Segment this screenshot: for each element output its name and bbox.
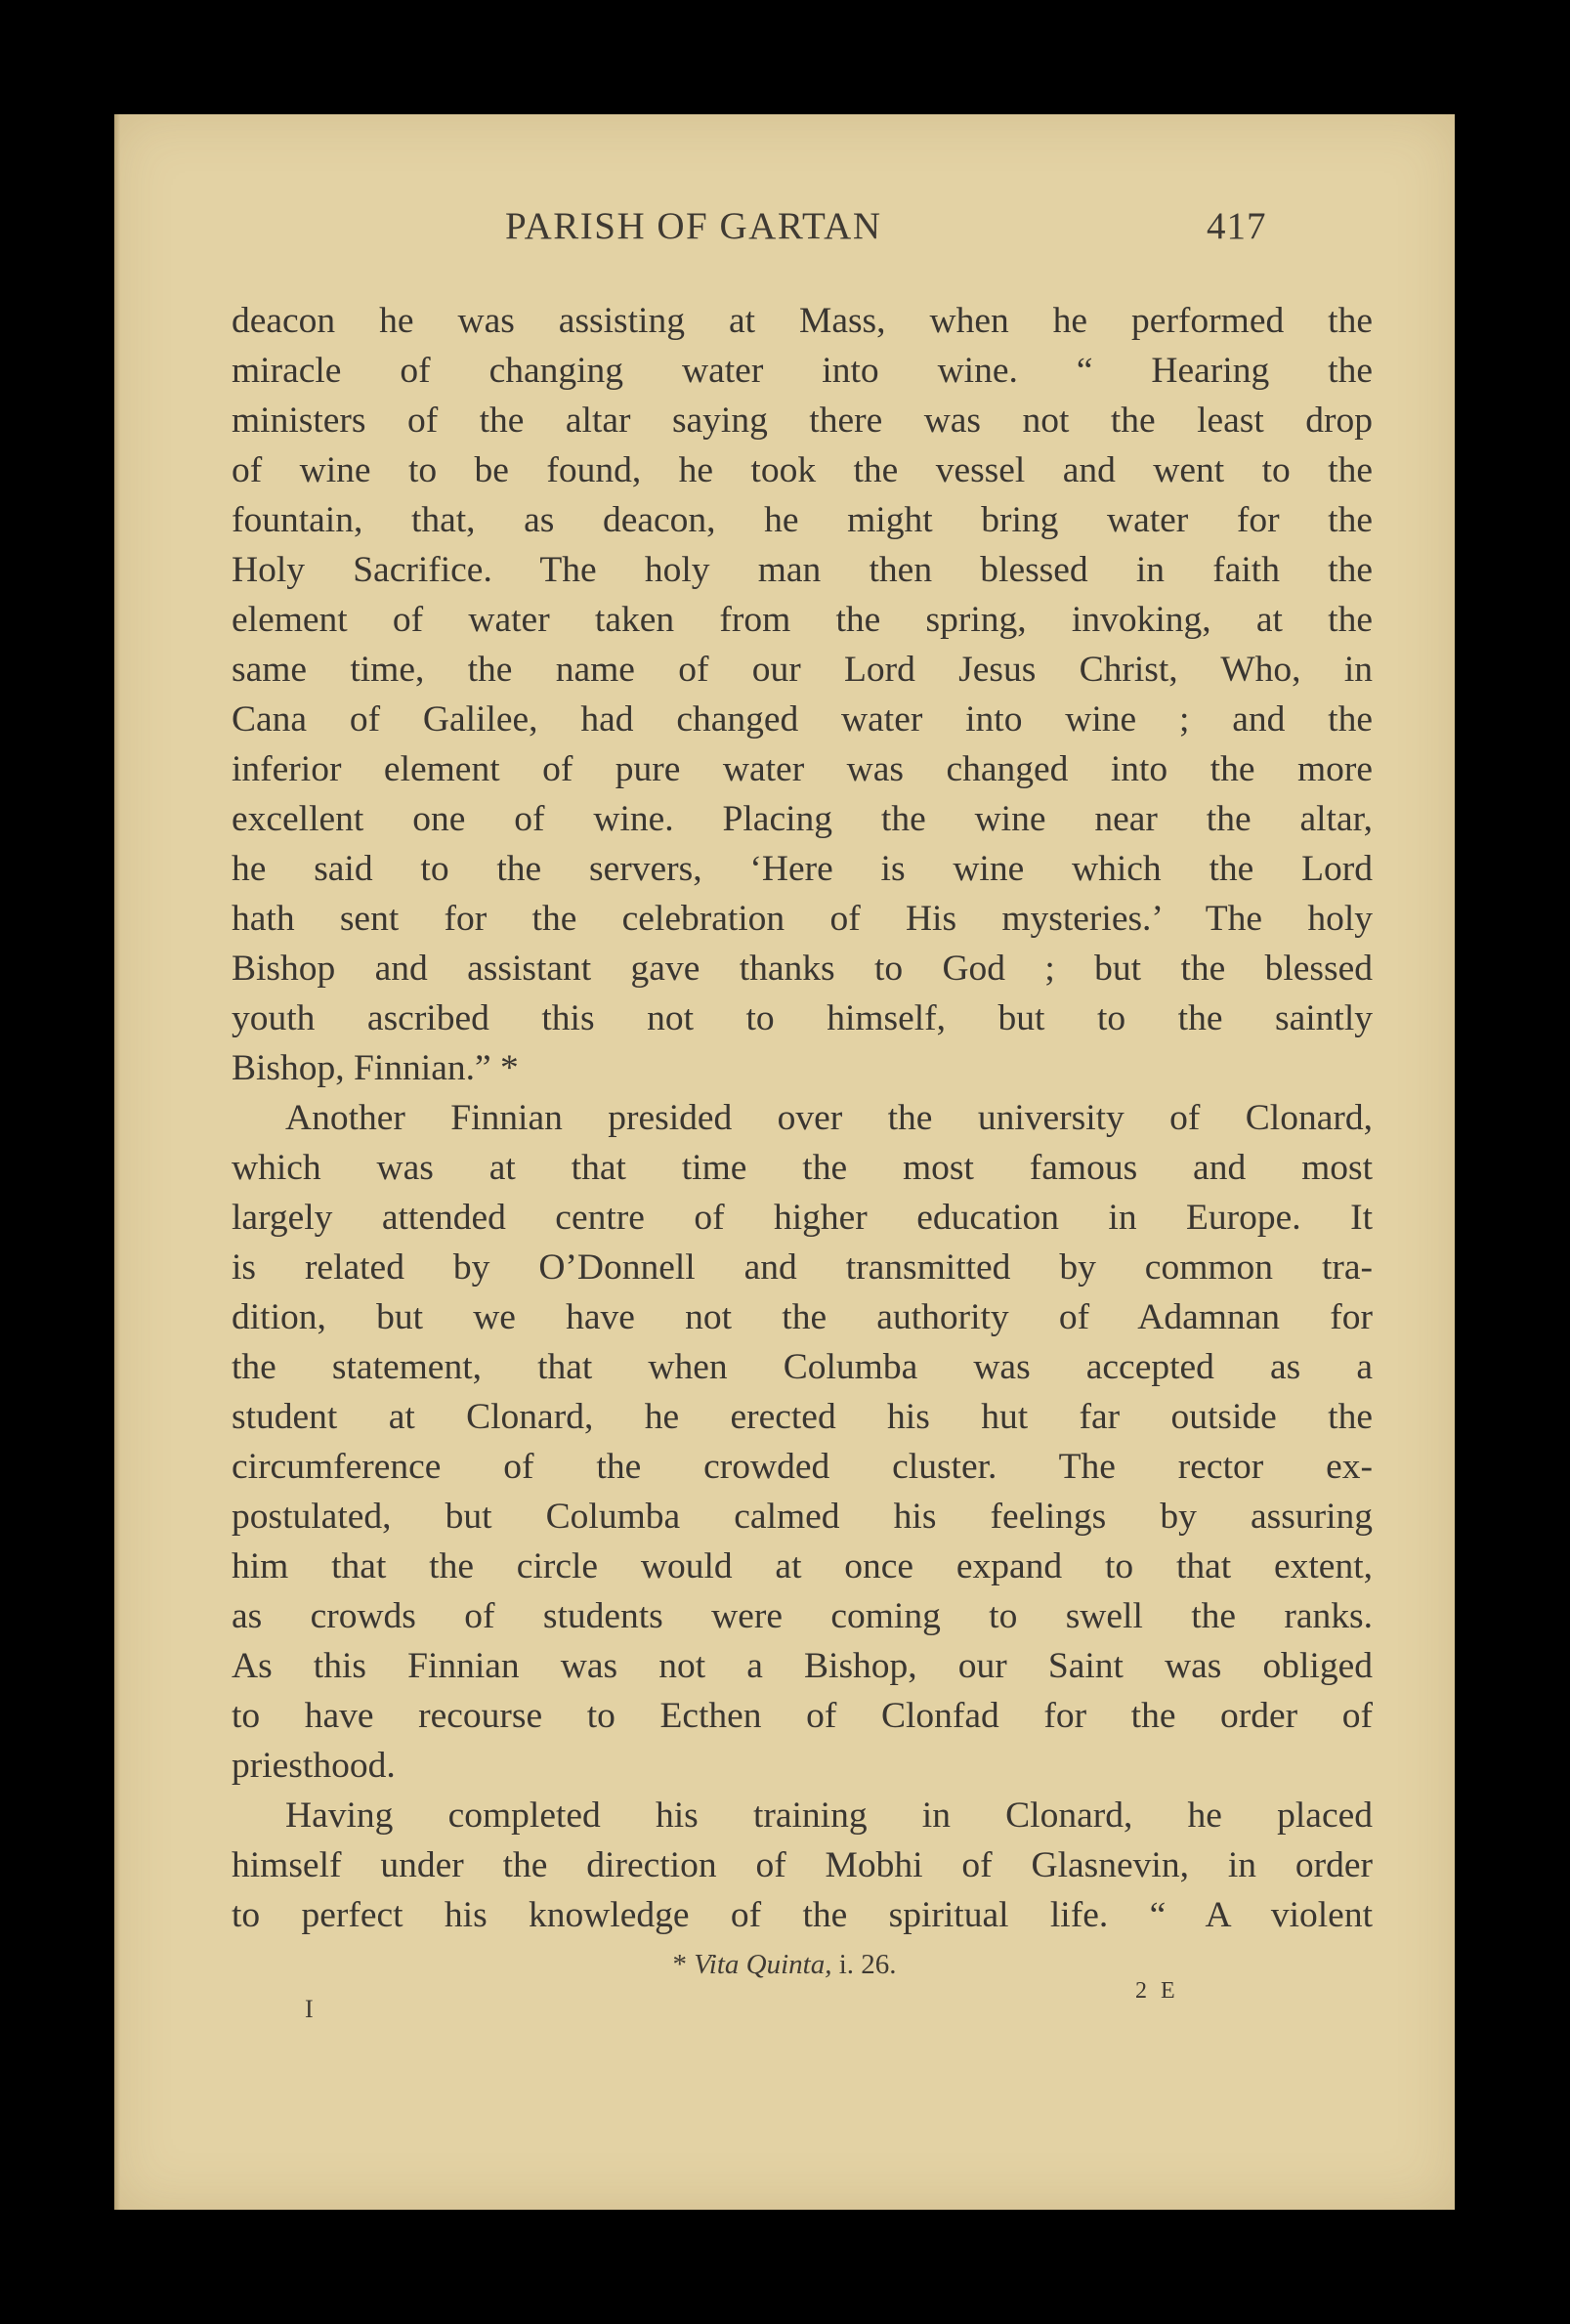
text-line: of wine to be found, he took the vessel and went to the <box>232 450 1373 490</box>
text-line: Cana of Galilee, had changed water into wine ; and the <box>232 699 1373 739</box>
text-line: Bishop, Finnian.” * <box>232 1048 519 1088</box>
paragraph-3 <box>232 1791 1373 1940</box>
text-line: him that the circle would at once expand to that extent, <box>232 1546 1373 1586</box>
footnote-work: Vita Quinta, <box>694 1949 832 1980</box>
text-line: Another Finnian presided over the university of Clonard, <box>285 1098 1373 1138</box>
text-line: to perfect his knowledge of the spiritual life. “ A violent <box>232 1895 1373 1935</box>
paragraph-2 <box>232 1093 1373 1791</box>
running-head: PARISH OF GARTAN <box>505 205 882 247</box>
text-line: As this Finnian was not a Bishop, our Saint was obliged <box>232 1646 1373 1686</box>
text-line: priesthood. <box>232 1746 396 1786</box>
text-line: youth ascribed this not to himself, but to the saintly <box>232 998 1373 1038</box>
text-line: himself under the direction of Mobhi of Glasnevin, in order <box>232 1845 1373 1885</box>
text-line: element of water taken from the spring, invoking, at the <box>232 600 1373 640</box>
book-page <box>114 114 1455 2210</box>
text-line: Having completed his training in Clonard, he placed <box>285 1796 1373 1836</box>
text-line: Holy Sacrifice. The holy man then blessed in faith the <box>232 550 1373 590</box>
page-number: 417 <box>1207 205 1267 247</box>
body-text <box>232 296 1373 1940</box>
text-line: to have recourse to Ecthen of Clonfad for the order of <box>232 1696 1373 1736</box>
footnote-reference: i. 26. <box>838 1949 897 1980</box>
footnote <box>114 1949 1455 1981</box>
text-line: Bishop and assistant gave thanks to God ; but the blessed <box>232 949 1373 989</box>
paragraph-1 <box>232 296 1373 1093</box>
text-line: hath sent for the celebration of His mysteries.’ The holy <box>232 899 1373 939</box>
text-line: same time, the name of our Lord Jesus Christ, Who, in <box>232 650 1373 690</box>
signature-mark-left: I <box>305 1995 314 2023</box>
text-line: circumference of the crowded cluster. The rector ex- <box>232 1447 1373 1487</box>
text-line: fountain, that, as deacon, he might bring water for the <box>232 500 1373 540</box>
text-line: he said to the servers, ‘Here is wine which the Lord <box>232 849 1373 889</box>
text-line: deacon he was assisting at Mass, when he performed the <box>232 301 1373 341</box>
text-line: student at Clonard, he erected his hut far outside the <box>232 1397 1373 1437</box>
text-line: the statement, that when Columba was accepted as a <box>232 1347 1373 1387</box>
text-line: dition, but we have not the authority of Adamnan for <box>232 1297 1373 1337</box>
text-line: miracle of changing water into wine. “ Hearing the <box>232 351 1373 391</box>
page-header <box>114 204 1455 263</box>
text-line: ministers of the altar saying there was not the least drop <box>232 401 1373 441</box>
text-line: postulated, but Columba calmed his feelings by assuring <box>232 1497 1373 1537</box>
footnote-marker: * <box>672 1949 687 1980</box>
text-line: is related by O’Donnell and transmitted by common tra- <box>232 1247 1373 1288</box>
text-line: which was at that time the most famous and most <box>232 1148 1373 1188</box>
text-line: as crowds of students were coming to swell the ranks. <box>232 1596 1373 1636</box>
text-line: inferior element of pure water was changed into the more <box>232 749 1373 789</box>
text-line: excellent one of wine. Placing the wine near the altar, <box>232 799 1373 839</box>
text-line: largely attended centre of higher education in Europe. It <box>232 1198 1373 1238</box>
signature-mark-right: 2 E <box>1135 1978 1179 2004</box>
